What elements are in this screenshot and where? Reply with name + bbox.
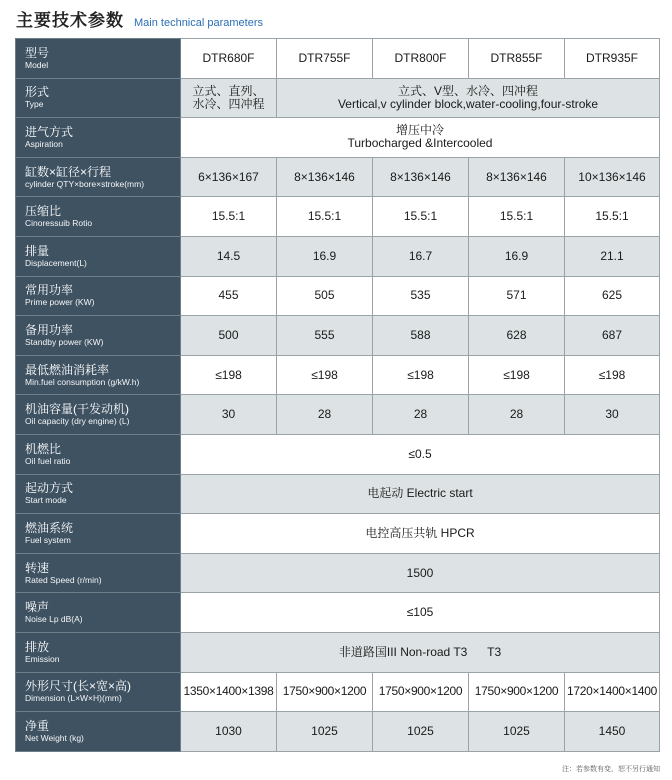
table-cell: 1030 [181, 712, 277, 752]
table-cell: ≤0.5 [181, 434, 660, 474]
spec-table [15, 38, 660, 752]
table-cell: 1350×1400×1398 [181, 672, 277, 712]
table-cell: 535 [373, 276, 469, 316]
row-label: 压缩比 Cinoressuib Rotio [16, 197, 181, 237]
table-cell: 505 [277, 276, 373, 316]
row-label: 转速 Rated Speed (r/min) [16, 553, 181, 593]
table-cell: DTR855F [469, 39, 565, 79]
table-cell: 10×136×146 [565, 157, 660, 197]
table-cell: 1750×900×1200 [373, 672, 469, 712]
table-cell: 555 [277, 316, 373, 356]
table-cell: 1750×900×1200 [277, 672, 373, 712]
table-cell: 8×136×146 [373, 157, 469, 197]
table-cell: 588 [373, 316, 469, 356]
row-label: 最低燃油消耗率 Min.fuel consumption (g/kW.h) [16, 355, 181, 395]
page-title: 主要技术参数 [16, 11, 124, 30]
table-cell: 625 [565, 276, 660, 316]
table-cell: 28 [469, 395, 565, 435]
row-label: 外形尺寸(长×宽×高) Dimension (L×W×H)(mm) [16, 672, 181, 712]
table-cell: 1720×1400×1400 [565, 672, 660, 712]
table-cell: 8×136×146 [277, 157, 373, 197]
row-label: 起动方式 Start mode [16, 474, 181, 514]
row-label: 缸数×缸径×行程 cylinder QTY×bore×stroke(mm) [16, 157, 181, 197]
table-cell: 15.5:1 [469, 197, 565, 237]
table-cell: 增压中冷 Turbocharged &Intercooled [181, 118, 660, 158]
row-label: 净重 Net Weight (kg) [16, 712, 181, 752]
table-row-dimension [16, 672, 660, 712]
table-row-oil-capacity [16, 395, 660, 435]
table-row-net-weight [16, 712, 660, 752]
table-cell: ≤198 [469, 355, 565, 395]
table-cell: 电起动 Electric start [181, 474, 660, 514]
table-cell: 455 [181, 276, 277, 316]
table-cell: 6×136×167 [181, 157, 277, 197]
table-row-start-mode [16, 474, 660, 514]
table-cell: 1750×900×1200 [469, 672, 565, 712]
table-cell: 1500 [181, 553, 660, 593]
table-cell: DTR800F [373, 39, 469, 79]
row-label: 排放 Emission [16, 632, 181, 672]
table-cell: 687 [565, 316, 660, 356]
table-row-type [16, 78, 660, 118]
row-label: 机油容量(干发动机) Oil capacity (dry engine) (L) [16, 395, 181, 435]
table-row-fuel-system [16, 514, 660, 554]
table-cell: 16.9 [469, 236, 565, 276]
table-cell: ≤105 [181, 593, 660, 633]
table-cell: 1025 [469, 712, 565, 752]
row-label: 机燃比 Oil fuel ratio [16, 434, 181, 474]
table-cell: 571 [469, 276, 565, 316]
table-row-aspiration [16, 118, 660, 158]
table-cell: 28 [277, 395, 373, 435]
table-cell: 立式、V型、水冷、四冲程 Vertical,v cylinder block,water-cooling,four-stroke [277, 78, 660, 118]
row-label: 常用功率 Prime power (KW) [16, 276, 181, 316]
table-cell: 立式、直列、 水冷、四冲程 [181, 78, 277, 118]
table-cell: ≤198 [565, 355, 660, 395]
table-cell: ≤198 [277, 355, 373, 395]
row-label: 型号 Model [16, 39, 181, 79]
table-cell: 500 [181, 316, 277, 356]
row-label: 进气方式 Aspiration [16, 118, 181, 158]
table-row-standby-power [16, 316, 660, 356]
table-row-compression [16, 197, 660, 237]
table-cell: 1450 [565, 712, 660, 752]
table-cell: 30 [565, 395, 660, 435]
row-label: 备用功率 Standby power (KW) [16, 316, 181, 356]
table-cell: 30 [181, 395, 277, 435]
table-row-emission [16, 632, 660, 672]
row-label: 噪声 Noise Lp dB(A) [16, 593, 181, 633]
table-row-model [16, 39, 660, 79]
table-cell: 21.1 [565, 236, 660, 276]
table-row-cylinder [16, 157, 660, 197]
table-cell: 电控高压共轨 HPCR [181, 514, 660, 554]
table-row-prime-power [16, 276, 660, 316]
row-label: 排量 Displacement(L) [16, 236, 181, 276]
table-cell: 628 [469, 316, 565, 356]
table-cell: 1025 [373, 712, 469, 752]
table-row-displacement [16, 236, 660, 276]
table-cell: DTR935F [565, 39, 660, 79]
table-cell: 16.7 [373, 236, 469, 276]
table-cell: 15.5:1 [565, 197, 660, 237]
row-label: 燃油系统 Fuel system [16, 514, 181, 554]
row-label: 形式 Type [16, 78, 181, 118]
table-cell: 15.5:1 [277, 197, 373, 237]
table-row-fuel-consumption [16, 355, 660, 395]
table-cell: 14.5 [181, 236, 277, 276]
table-cell: ≤198 [181, 355, 277, 395]
page-subtitle: Main technical parameters [134, 17, 264, 29]
table-row-speed [16, 553, 660, 593]
table-cell: 8×136×146 [469, 157, 565, 197]
table-cell: 非道路国III Non-road T3 T3 [181, 632, 660, 672]
table-row-oil-fuel-ratio [16, 434, 660, 474]
table-cell: 1025 [277, 712, 373, 752]
page-header [16, 6, 263, 32]
table-cell: 15.5:1 [181, 197, 277, 237]
table-cell: 28 [373, 395, 469, 435]
footnote: 注：若参数有变，恕不另行通知 [562, 766, 660, 773]
table-cell: 16.9 [277, 236, 373, 276]
table-cell: DTR680F [181, 39, 277, 79]
table-cell: ≤198 [373, 355, 469, 395]
table-row-noise [16, 593, 660, 633]
table-cell: 15.5:1 [373, 197, 469, 237]
table-cell: DTR755F [277, 39, 373, 79]
